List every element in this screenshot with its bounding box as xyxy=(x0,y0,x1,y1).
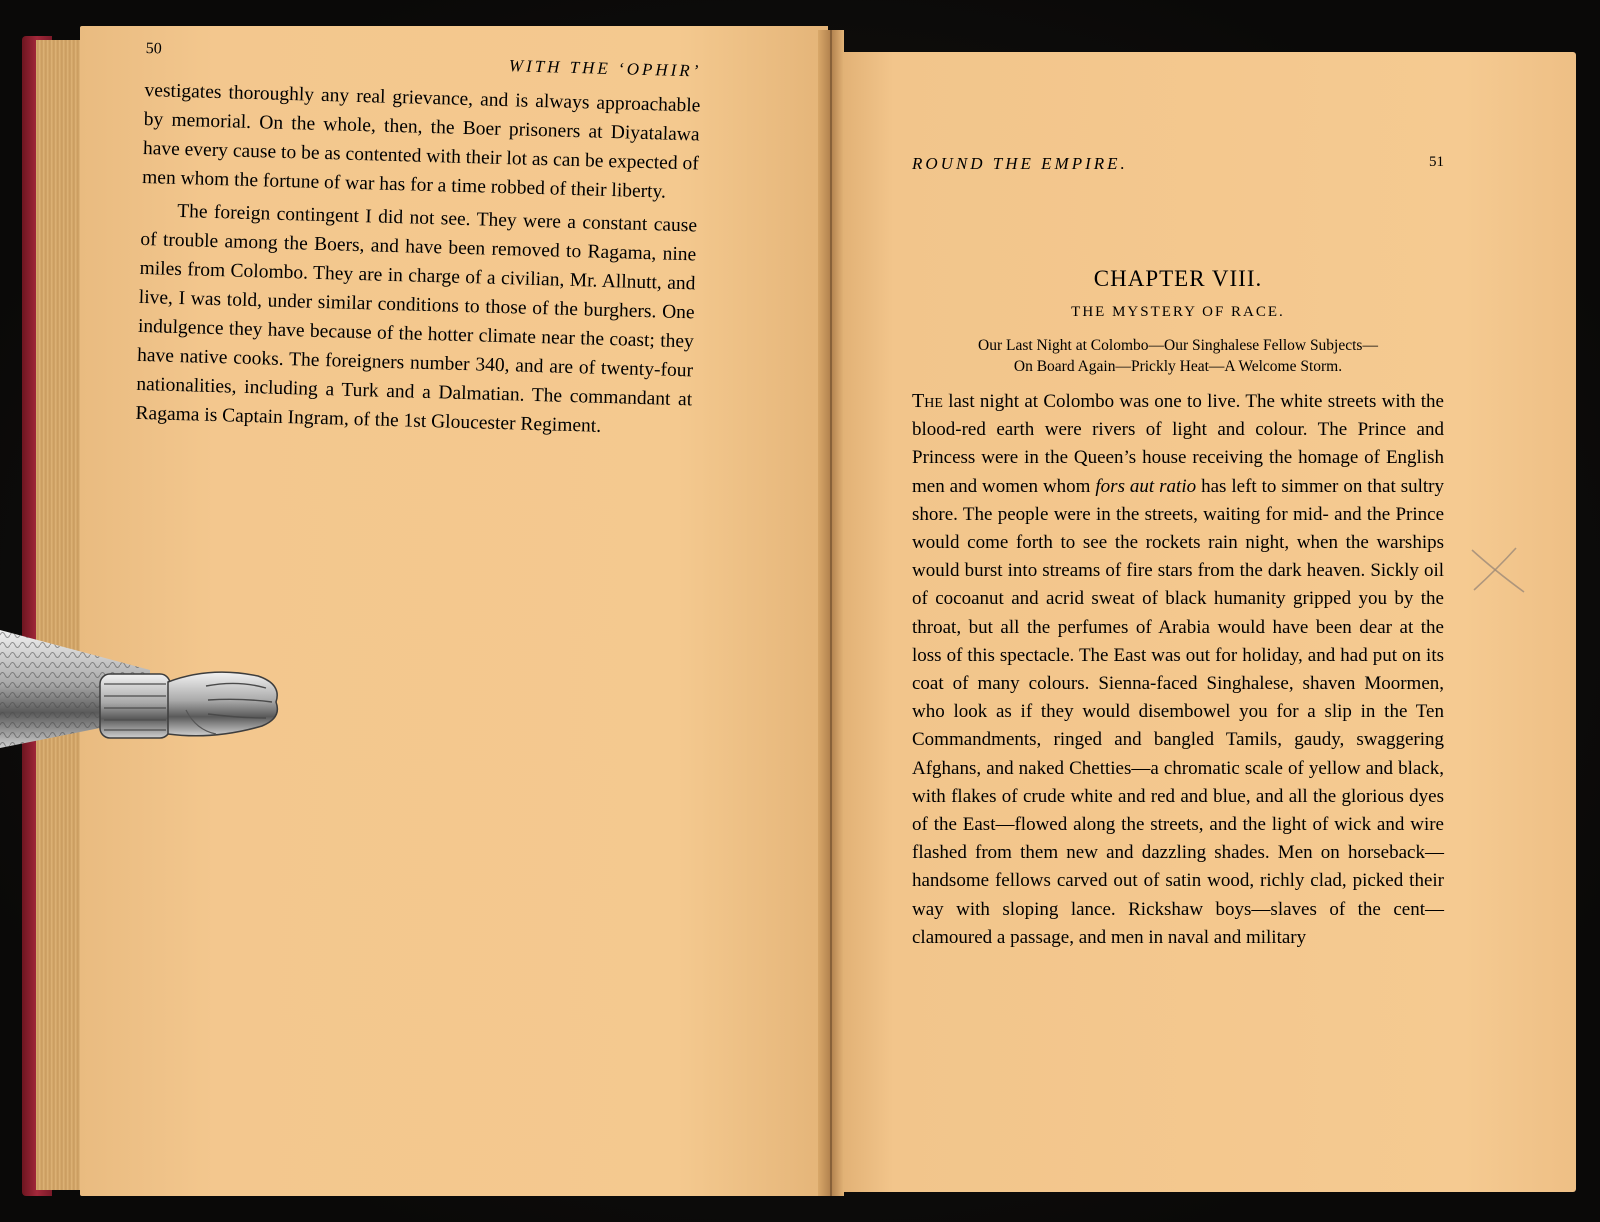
pencil-x-mark-icon xyxy=(1468,544,1528,596)
chapter-synopsis xyxy=(912,335,1444,377)
body-lead-word: The xyxy=(912,390,943,412)
body-text-part-2: has left to simmer on that sultry shore. The people were in the streets, waiting for mid- and the Prince would come forth to see the rockets rain night, when the warships would burst into streams of fire stars from the dark heaven. Sickly oil of cocoanut and acrid sweat of black humanity gripped you by the throat, but all the perfumes of Arabia would have been dear at the loss of this spectacle. The East was out for holiday, and had put on its coat of many colours. Sienna-faced Singhalese, shaven Moormen, who look as if they would disembowel you for a slip in the Ten Commandments, ringed and bangled Tamils, gaudy, swaggering Afghans, and naked Chetties—a chromatic scale of yellow and black, with flakes of crude white and red and blue, and all the glorious dyes of the East—flowed along the streets, and the light of wick and wire flashed from them new and dazzling shades. Men on horseback—handsome fellows carved out of satin wood, richly clad, picked their way with sloping lance. Rickshaw boys—slaves of the cent—clamoured a passage, and men in naval and military xyxy=(912,475,1444,948)
left-page-content xyxy=(135,40,702,443)
synopsis-line-1: Our Last Night at Colombo—Our Singhalese Fellow Subjects— xyxy=(978,337,1378,354)
silver-hand-bookmark-icon xyxy=(0,630,300,770)
left-page-number: 50 xyxy=(145,40,162,58)
right-running-head xyxy=(912,150,1444,190)
left-running-title: WITH THE ‘OPHIR’ xyxy=(508,56,702,81)
body-italic-phrase: fors aut ratio xyxy=(1095,475,1197,497)
chapter-body-paragraph xyxy=(912,387,1444,952)
chapter-title: THE MYSTERY OF RACE. xyxy=(1071,304,1285,320)
page-block-edge xyxy=(36,40,82,1190)
book-gutter xyxy=(818,30,844,1196)
left-paragraph-2: The foreign contingent I did not see. They were a constant cause of trouble among the Boers, and have been removed to Ragama, nine miles from Colombo. They are in charge of a civilian, Mr. Allnutt, and live, I was told, under similar conditions to those of the burghers. One indulgence they have because of the hotter climate near the coast; they have native cooks. The foreigners number 340, and are of twenty-four nationalities, including a Turk and a Dalmatian. The commandant at Ragama is Captain Ingram, of the 1st Gloucester Regiment. xyxy=(135,200,698,437)
body-text-part-1: last night at Colombo was one to live. The white streets with the blood-red earth were rivers of light and colour. The Prince and Princess were in the Queen’s house receiving the homage of English men and women whom xyxy=(912,391,1444,497)
synopsis-line-2: On Board Again—Prickly Heat—A Welcome Storm. xyxy=(1013,358,1343,375)
right-page-content xyxy=(912,150,1444,952)
right-page-number: 51 xyxy=(1429,154,1444,170)
chapter-number: CHAPTER VIII. xyxy=(1093,266,1263,291)
right-running-title: ROUND THE EMPIRE. xyxy=(912,154,1128,173)
left-paragraph-1: vestigates thoroughly any real grievance, and is always approachable by memorial. On the whole, then, the Boer prisoners at Diyatalawa have every cause to be as contented with their lot as can be expected of men whom the fortune of war has for a time robbed of their liberty. xyxy=(141,79,701,203)
